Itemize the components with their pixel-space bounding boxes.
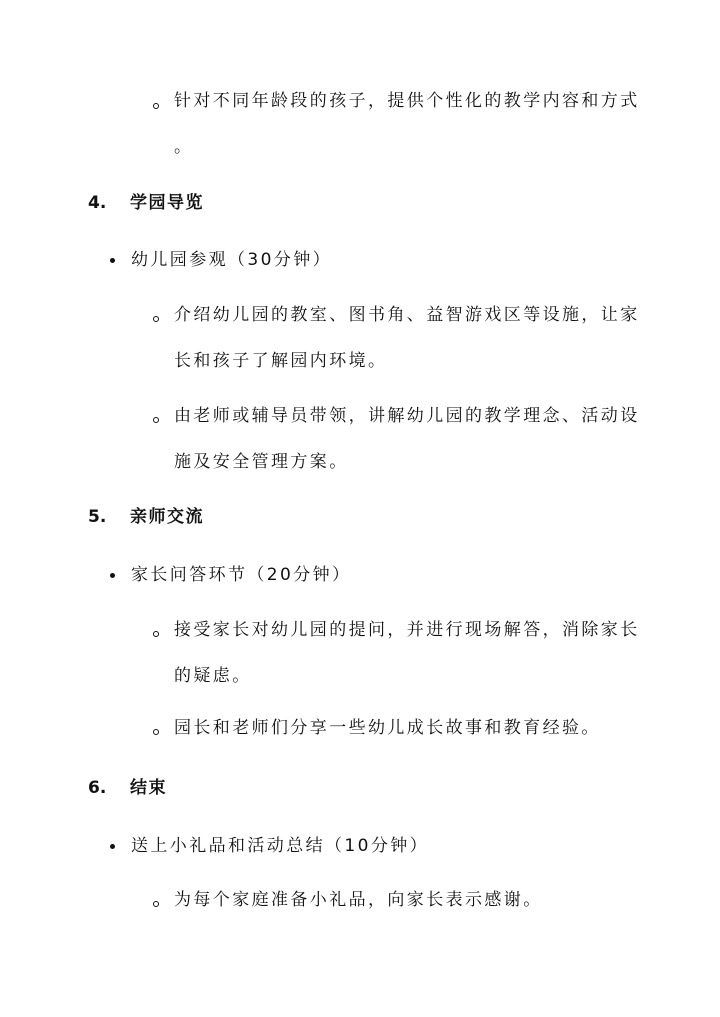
section-title: 亲师交流 [130, 507, 204, 527]
bullet-marker [110, 573, 115, 578]
section-heading [88, 188, 204, 213]
sub-item-line: 由老师或辅导员带领，讲解幼儿园的教学理念、活动设 [174, 406, 640, 426]
sub-item-line: 介绍幼儿园的教室、图书角、益智游戏区等设施，让家 [174, 305, 640, 325]
sub-item-line: 施及安全管理方案。 [174, 452, 349, 472]
sub-item-line: 接受家长对幼儿园的提问，并进行现场解答，消除家长 [174, 620, 640, 640]
section-heading [88, 773, 167, 798]
sub-bullet-marker [153, 103, 159, 109]
bullet-item: 送上小礼品和活动总结（10分钟） [131, 836, 430, 856]
bullet-marker [110, 844, 115, 849]
sub-bullet-marker [153, 316, 159, 322]
sub-item-line: 的疑虑。 [174, 666, 252, 686]
sub-item-line: 为每个家庭准备小礼品，向家长表示感谢。 [174, 890, 543, 910]
section-number: 6. [88, 778, 107, 798]
section-title: 学园导览 [130, 193, 204, 213]
sub-item-line: 针对不同年龄段的孩子，提供个性化的教学内容和方式 [174, 91, 640, 111]
section-heading [88, 502, 204, 527]
section-number: 4. [88, 193, 107, 213]
sub-item-line: 。 [174, 137, 194, 157]
sub-bullet-marker [153, 417, 159, 423]
sub-bullet-marker [153, 729, 159, 735]
bullet-item: 幼儿园参观（30分钟） [131, 250, 333, 270]
sub-bullet-marker [153, 901, 159, 907]
bullet-item: 家长问答环节（20分钟） [131, 565, 352, 585]
sub-item-line: 长和孩子了解园内环境。 [174, 351, 388, 371]
sub-bullet-marker [153, 631, 159, 637]
sub-item-line: 园长和老师们分享一些幼儿成长故事和教育经验。 [174, 718, 601, 738]
section-number: 5. [88, 507, 107, 527]
section-title: 结束 [130, 778, 167, 798]
bullet-marker [110, 258, 115, 263]
